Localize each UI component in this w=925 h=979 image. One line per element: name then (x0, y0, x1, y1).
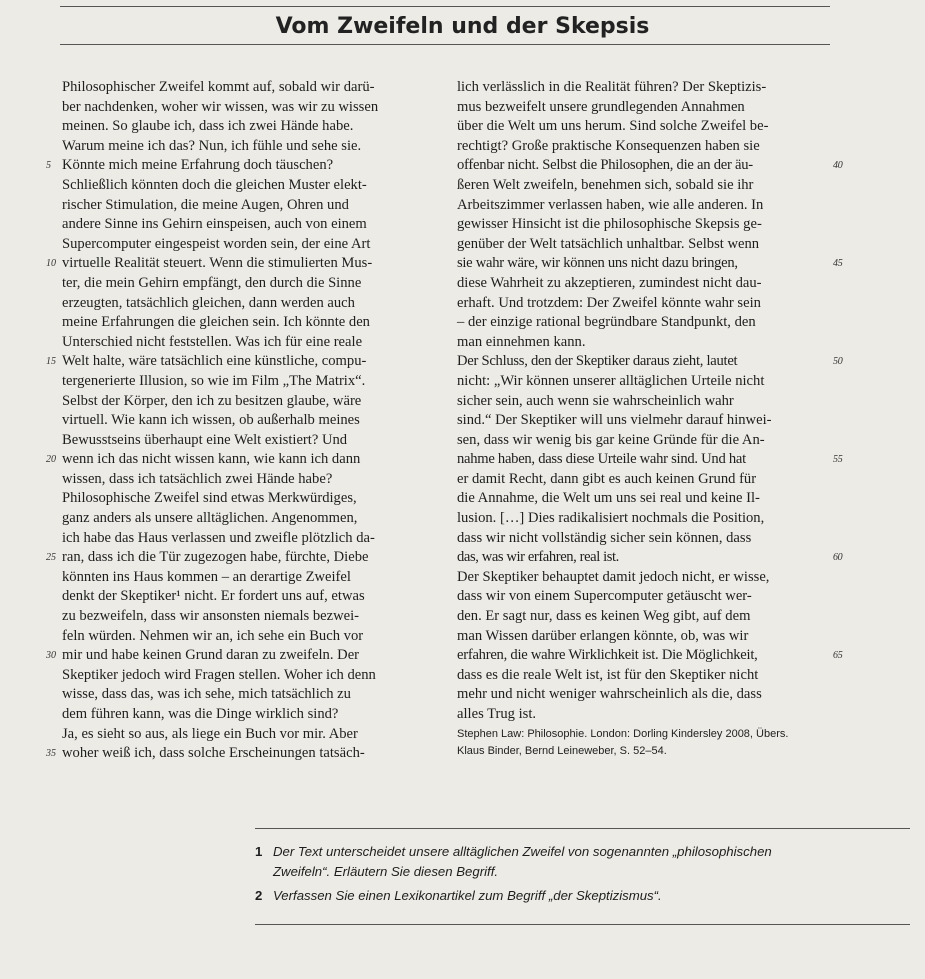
source-citation: Klaus Binder, Bernd Leineweber, S. 52–54. (457, 744, 667, 757)
text-column-left (46, 78, 440, 764)
line-text: mehr und nicht weniger wahrscheinlich als die, dass (457, 686, 762, 703)
right-column-line (457, 274, 829, 294)
line-text: lich verlässlich in die Realität führen? Der Skeptizis- (457, 79, 767, 95)
title-underline (60, 44, 830, 45)
line-text: woher weiß ich, dass solche Erscheinungen tatsäch- (62, 745, 365, 762)
line-text: Arbeitszimmer verlassen haben, wie alle anderen. In (457, 196, 764, 213)
left-column-line (62, 509, 440, 529)
line-text: Selbst der Körper, den ich zu besitzen glaube, wäre (62, 392, 362, 409)
left-column-line (62, 392, 440, 412)
left-column-line (46, 744, 440, 764)
left-column-line (62, 666, 440, 686)
line-text: mus bezweifelt unsere grundlegenden Annahmen (457, 98, 745, 115)
left-column-line (62, 313, 440, 333)
right-column-line (457, 352, 843, 372)
line-text: Bewusstseins überhaupt eine Welt existiert? Und (62, 431, 348, 448)
right-column-line (457, 470, 829, 490)
line-text: über die Welt um uns herum. Sind solche Zweifel be- (457, 118, 769, 135)
left-column-line (62, 274, 440, 294)
right-column-line (457, 117, 829, 137)
right-column-line (457, 411, 829, 431)
left-column-line (62, 176, 440, 196)
source-citation: Stephen Law: Philosophie. London: Dorling Kindersley 2008, Übers. (457, 727, 789, 740)
left-column-line (62, 411, 440, 431)
line-text: Philosophischer Zweifel kommt auf, sobald wir darü- (62, 79, 375, 95)
line-text: Der Schluss, den der Skeptiker daraus zieht, lautet (457, 353, 738, 370)
line-number: 65 (833, 650, 843, 662)
line-text: er damit Recht, dann gibt es auch keinen Grund für (457, 470, 757, 487)
line-text: Der Skeptiker behauptet damit jedoch nicht, er wisse, (457, 568, 770, 585)
line-text: virtuell. Wie kann ich wissen, ob außerhalb meines (62, 412, 360, 429)
right-column-line (457, 489, 829, 509)
line-text: ber nachdenken, woher wir wissen, was wir zu wissen (62, 98, 379, 115)
left-column-line (62, 725, 440, 745)
right-column-line (457, 646, 843, 666)
line-text: könnten ins Haus kommen – an derartige Zweifel (62, 568, 351, 585)
tasks-bottom-rule (255, 924, 910, 925)
line-number: 45 (833, 258, 843, 270)
line-text: den. Er sagt nur, dass es keinen Weg gibt, auf dem (457, 608, 751, 625)
line-text: genüber der Welt tatsächlich unhaltbar. Selbst wenn (457, 235, 760, 252)
line-number: 25 (46, 552, 56, 564)
line-text: man einnehmen kann. (457, 333, 586, 350)
right-column-line (457, 176, 829, 196)
line-text: denkt der Skeptiker¹ nicht. Er fordert uns auf, etwas (62, 588, 365, 605)
line-number: 55 (833, 454, 843, 466)
line-text: Welt halte, wäre tatsächlich eine künstliche, compu- (62, 353, 367, 370)
line-text: meine Erfahrungen die gleichen sein. Ich könnte den (62, 314, 370, 331)
line-text: sie wahr wäre, wir können uns nicht dazu bringen, (457, 255, 738, 272)
line-text: Skeptiker jedoch wird Fragen stellen. Woher ich denn (62, 666, 376, 683)
line-text: nahme haben, dass diese Urteile wahr sind. Und hat (457, 451, 746, 468)
line-text: man Wissen darüber erlangen könnte, ob, was wir (457, 627, 749, 644)
right-column-line (457, 548, 843, 568)
tasks-top-rule (255, 828, 910, 829)
line-text: Warum meine ich das? Nun, ich fühle und sehe sie. (62, 137, 362, 154)
line-text: andere Sinne ins Gehirn einspeisen, auch von einem (62, 216, 367, 233)
left-column-line (62, 235, 440, 255)
right-column-line (457, 254, 843, 274)
text-column-right (457, 78, 843, 759)
line-text: Philosophische Zweifel sind etwas Merkwürdiges, (62, 490, 357, 507)
task-text: Verfassen Sie einen Lexikonartikel zum Begriff „der Skeptizismus“. (273, 888, 662, 903)
line-text: offenbar nicht. Selbst die Philosophen, die an der äu- (457, 157, 753, 174)
right-column-line (457, 294, 829, 314)
line-text: meinen. So glaube ich, dass ich zwei Hände habe. (62, 118, 354, 135)
left-column-line (62, 117, 440, 137)
line-text: dass wir von einem Supercomputer getäuscht wer- (457, 588, 752, 605)
line-number: 35 (46, 748, 56, 760)
left-column-line (46, 254, 440, 274)
line-number: 5 (46, 160, 51, 172)
left-column-line (62, 431, 440, 451)
right-column-line (457, 666, 829, 686)
line-text: lusion. […] Dies radikalisiert nochmals die Position, (457, 510, 765, 527)
line-text: alles Trug ist. (457, 706, 537, 722)
left-column-line (62, 470, 440, 490)
left-column-line (62, 137, 440, 157)
line-text: ganz anders als unsere alltäglichen. Angenommen, (62, 510, 358, 527)
line-number: 30 (46, 650, 56, 662)
line-text: ran, dass ich die Tür zugezogen habe, fürchte, Diebe (62, 549, 369, 566)
right-column-line (457, 215, 829, 235)
right-column-line (457, 627, 829, 647)
left-column-line (62, 333, 440, 353)
line-text: wenn ich das nicht wissen kann, wie kann ich dann (62, 451, 361, 468)
left-column-line (62, 489, 440, 509)
left-column-line (46, 450, 440, 470)
line-text: das, was wir erfahren, real ist. (457, 549, 619, 566)
right-column-line (457, 705, 829, 725)
line-text: die Annahme, die Welt um uns sei real und keine Il- (457, 490, 760, 507)
left-column-line (46, 646, 440, 666)
line-text: ter, die mein Gehirn empfängt, den durch die Sinne (62, 274, 362, 291)
line-text: sind.“ Der Skeptiker will uns vielmehr darauf hinwei- (457, 412, 772, 429)
task-text: Der Text unterscheidet unsere alltäglichen Zweifel von sogenannten „philosophischen (273, 844, 772, 859)
right-column-line (457, 137, 829, 157)
right-column-line (457, 450, 843, 470)
top-rule (60, 6, 830, 7)
line-number: 40 (833, 160, 843, 172)
right-column-line (457, 509, 829, 529)
left-column-line (62, 568, 440, 588)
line-text: Schließlich könnten doch die gleichen Muster elekt- (62, 176, 367, 193)
left-column-line (46, 352, 440, 372)
left-column-line (62, 196, 440, 216)
line-text: ich habe das Haus verlassen und zweifle plötzlich da- (62, 529, 375, 546)
line-text: Ja, es sieht so aus, als liege ein Buch vor mir. Aber (62, 725, 358, 742)
left-column-line (62, 372, 440, 392)
line-number: 15 (46, 356, 56, 368)
line-text: wissen, dass ich tatsächlich zwei Hände habe? (62, 470, 333, 487)
left-column-line (46, 548, 440, 568)
task-number: 2 (255, 888, 263, 903)
line-text: dass es die reale Welt ist, ist für den Skeptiker nicht (457, 666, 759, 683)
line-text: virtuelle Realität steuert. Wenn die stimulierten Mus- (62, 255, 373, 272)
line-text: – der einzige rational begründbare Standpunkt, den (457, 314, 756, 331)
line-number: 20 (46, 454, 56, 466)
line-text: zu bezweifeln, dass wir ansonsten niemals bezwei- (62, 608, 360, 625)
line-text: rischer Stimulation, die meine Augen, Ohren und (62, 196, 349, 213)
line-text: wisse, dass das, was ich sehe, mich tatsächlich zu (62, 686, 351, 703)
line-text: Supercomputer eingespeist worden sein, der eine Art (62, 235, 371, 252)
line-number: 50 (833, 356, 843, 368)
left-column-line (62, 294, 440, 314)
line-text: sen, dass wir wenig bis gar keine Gründe für die An- (457, 431, 765, 448)
right-column-line (457, 313, 829, 333)
task-item (255, 886, 905, 906)
line-text: feln würden. Nehmen wir an, ich sehe ein Buch vor (62, 627, 364, 644)
left-column-line (62, 607, 440, 627)
right-column-line (457, 78, 829, 98)
line-text: tergenerierte Illusion, so wie im Film „The Matrix“. (62, 372, 366, 389)
right-column-line (457, 529, 829, 549)
right-column-line (457, 685, 829, 705)
right-column-line (457, 392, 829, 412)
right-column-line (457, 196, 829, 216)
line-text: mir und habe keinen Grund daran zu zweifeln. Der (62, 647, 360, 664)
line-text: dass wir nicht vollständig sicher sein können, dass (457, 529, 752, 546)
task-number: 1 (255, 844, 263, 859)
line-text: dem führen kann, was die Dinge wirklich sind? (62, 706, 339, 722)
page-title: Vom Zweifeln und der Skepsis (275, 14, 650, 39)
line-text: Könnte mich meine Erfahrung doch täuschen? (62, 157, 334, 174)
left-column-line (62, 705, 440, 725)
right-column-line (457, 568, 829, 588)
line-text: Unterschied nicht feststellen. Was ich für eine reale (62, 333, 363, 350)
task-text: Zweifeln“. Erläutern Sie diesen Begriff. (273, 864, 499, 879)
line-number: 60 (833, 552, 843, 564)
line-text: erzeugten, tatsächlich gleichen, dann werden auch (62, 294, 355, 311)
right-column-line (457, 333, 829, 353)
left-column-line (62, 627, 440, 647)
line-text: nicht: „Wir können unserer alltäglichen Urteile nicht (457, 372, 765, 389)
left-column-line (62, 98, 440, 118)
left-column-line (62, 529, 440, 549)
right-column-line (457, 235, 829, 255)
line-text: gewisser Hinsicht ist die philosophische Skepsis ge- (457, 216, 762, 233)
left-column-line (62, 685, 440, 705)
line-number: 10 (46, 258, 56, 270)
right-column-line (457, 587, 829, 607)
right-column-line (457, 372, 829, 392)
left-column-line (62, 78, 440, 98)
line-text: rechtigt? Große praktische Konsequenzen haben sie (457, 137, 760, 154)
line-text: erhaft. Und trotzdem: Der Zweifel könnte wahr sein (457, 294, 761, 311)
tasks-section (255, 842, 905, 910)
right-column-line (457, 98, 829, 118)
left-column-line (46, 156, 440, 176)
right-column-line (457, 431, 829, 451)
right-column-line (457, 156, 843, 176)
line-text: diese Wahrheit zu akzeptieren, zumindest nicht dau- (457, 274, 762, 291)
line-text: erfahren, die wahre Wirklichkeit ist. Die Möglichkeit, (457, 647, 758, 664)
task-item (255, 842, 905, 882)
right-column-line (457, 607, 829, 627)
left-column-line (62, 215, 440, 235)
line-text: ßeren Welt zweifeln, benehmen sich, sobald sie ihr (457, 176, 754, 193)
line-text: sicher sein, auch wenn sie wahrscheinlich wahr (457, 392, 734, 409)
left-column-line (62, 587, 440, 607)
